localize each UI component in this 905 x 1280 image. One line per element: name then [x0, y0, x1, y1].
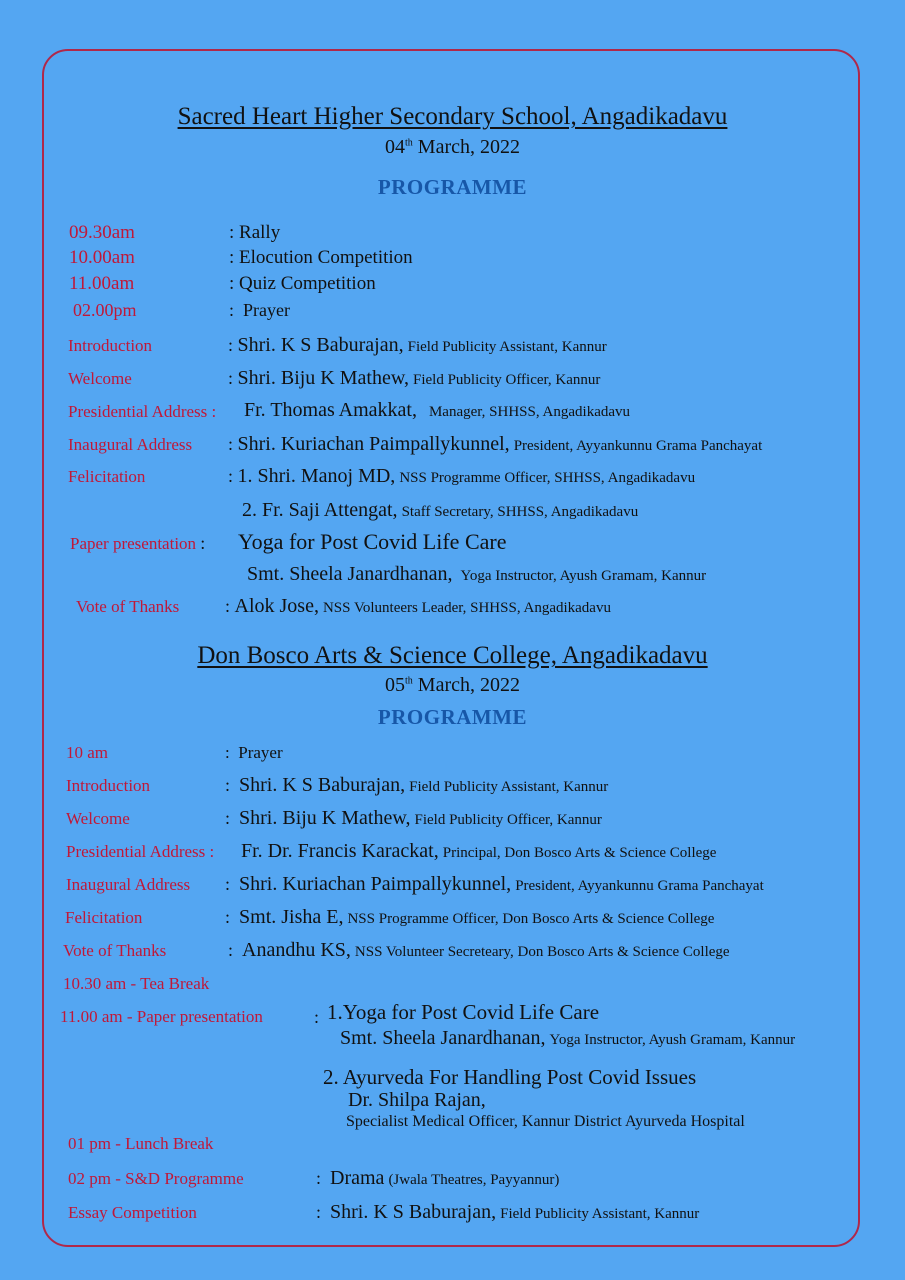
paper-topic: Yoga for Post Covid Life Care — [238, 529, 507, 554]
role-entry: : Shri. Biju K Mathew, Field Publicity Officer, Kannur — [225, 807, 602, 829]
role-label: Welcome — [68, 369, 132, 388]
paper-label: 11.00 am - Paper presentation — [60, 1007, 263, 1026]
role-entry: : Shri. K S Baburajan, Field Publicity Assistant, Kannur — [228, 334, 607, 356]
school-title: Sacred Heart Higher Secondary School, Angadikadavu — [177, 103, 728, 130]
schedule-time: 02.00pm — [73, 300, 137, 320]
role-label: Introduction — [68, 336, 153, 355]
college-title: Don Bosco Arts & Science College, Angadikadavu — [197, 642, 708, 669]
speaker-desc: Specialist Medical Officer, Kannur District Ayurveda Hospital — [346, 1113, 745, 1130]
role-label: Vote of Thanks — [76, 597, 180, 616]
college-programme-heading: PROGRAMME — [377, 705, 528, 729]
role-entry: : Shri. Biju K Mathew, Field Publicity Officer, Kannur — [228, 367, 601, 389]
role-label: Felicitation — [68, 467, 146, 486]
role-entry: : Shri. K S Baburajan, Field Publicity Assistant, Kannur — [225, 774, 609, 796]
speaker-name: Dr. Shilpa Rajan, — [348, 1089, 486, 1111]
role-label: Vote of Thanks — [63, 941, 167, 960]
role-entry: : Alok Jose, NSS Volunteers Leader, SHHSS, Angadikadavu — [225, 595, 611, 617]
school-date: 04th March, 2022 — [385, 136, 520, 158]
school-programme-heading: PROGRAMME — [377, 175, 528, 199]
role-entry: : Shri. Kuriachan Paimpallykunnel, President, Ayyankunnu Grama Panchayat — [225, 873, 764, 895]
schedule-item: : Quiz Competition — [229, 273, 376, 294]
schedule-item: : Rally — [229, 222, 281, 243]
schedule-item: : Elocution Competition — [229, 247, 413, 268]
role-entry: : Anandhu KS, NSS Volunteer Secreteary, Don Bosco Arts & Science College — [228, 939, 730, 961]
role-entry: Fr. Thomas Amakkat, Manager, SHHSS, Angadikadavu — [244, 399, 631, 421]
schedule-time: 09.30am — [69, 222, 135, 243]
schedule-item: : Prayer — [229, 300, 290, 320]
college-date: 05th March, 2022 — [385, 674, 520, 696]
role-label: Introduction — [66, 776, 151, 795]
tea-break: 10.30 am - Tea Break — [63, 974, 210, 993]
role-entry: : Shri. Kuriachan Paimpallykunnel, President, Ayyankunnu Grama Panchayat — [228, 433, 763, 455]
schedule-time: 10.00am — [69, 247, 135, 268]
colon: : — [314, 1007, 320, 1027]
role-label: Inaugural Address — [68, 435, 193, 454]
role-entry: : Drama (Jwala Theatres, Payyannur) — [316, 1167, 560, 1189]
role-label: Essay Competition — [68, 1203, 197, 1222]
role-entry: Fr. Dr. Francis Karackat, Principal, Don Bosco Arts & Science College — [241, 840, 717, 862]
paper-topic: 1.Yoga for Post Covid Life Care — [327, 1000, 600, 1024]
role-label: Felicitation — [65, 908, 143, 927]
role-label: 02 pm - S&D Programme — [68, 1169, 244, 1188]
role-label: Inaugural Address — [66, 875, 191, 894]
role-entry: 2. Fr. Saji Attengat, Staff Secretary, SHHSS, Angadikadavu — [242, 499, 639, 521]
schedule-item: : Prayer — [225, 743, 283, 762]
lunch-break: 01 pm - Lunch Break — [68, 1134, 214, 1153]
role-label: Paper presentation : — [70, 533, 206, 553]
role-label: Presidential Address : — [66, 842, 215, 861]
role-entry: : Shri. K S Baburajan, Field Publicity Assistant, Kannur — [316, 1201, 700, 1223]
paper-topic: 2. Ayurveda For Handling Post Covid Issues — [323, 1065, 697, 1089]
role-label: Welcome — [66, 809, 130, 828]
schedule-time: 11.00am — [69, 273, 135, 294]
schedule-time: 10 am — [66, 743, 109, 762]
role-entry: : 1. Shri. Manoj MD, NSS Programme Officer, SHHSS, Angadikadavu — [228, 465, 696, 487]
role-entry: : Smt. Jisha E, NSS Programme Officer, Don Bosco Arts & Science College — [225, 906, 715, 928]
role-entry: Smt. Sheela Janardhanan, Yoga Instructor, Ayush Gramam, Kannur — [247, 563, 707, 585]
role-entry: Smt. Sheela Janardhanan, Yoga Instructor, Ayush Gramam, Kannur — [340, 1027, 796, 1049]
role-label: Presidential Address : — [68, 402, 217, 421]
